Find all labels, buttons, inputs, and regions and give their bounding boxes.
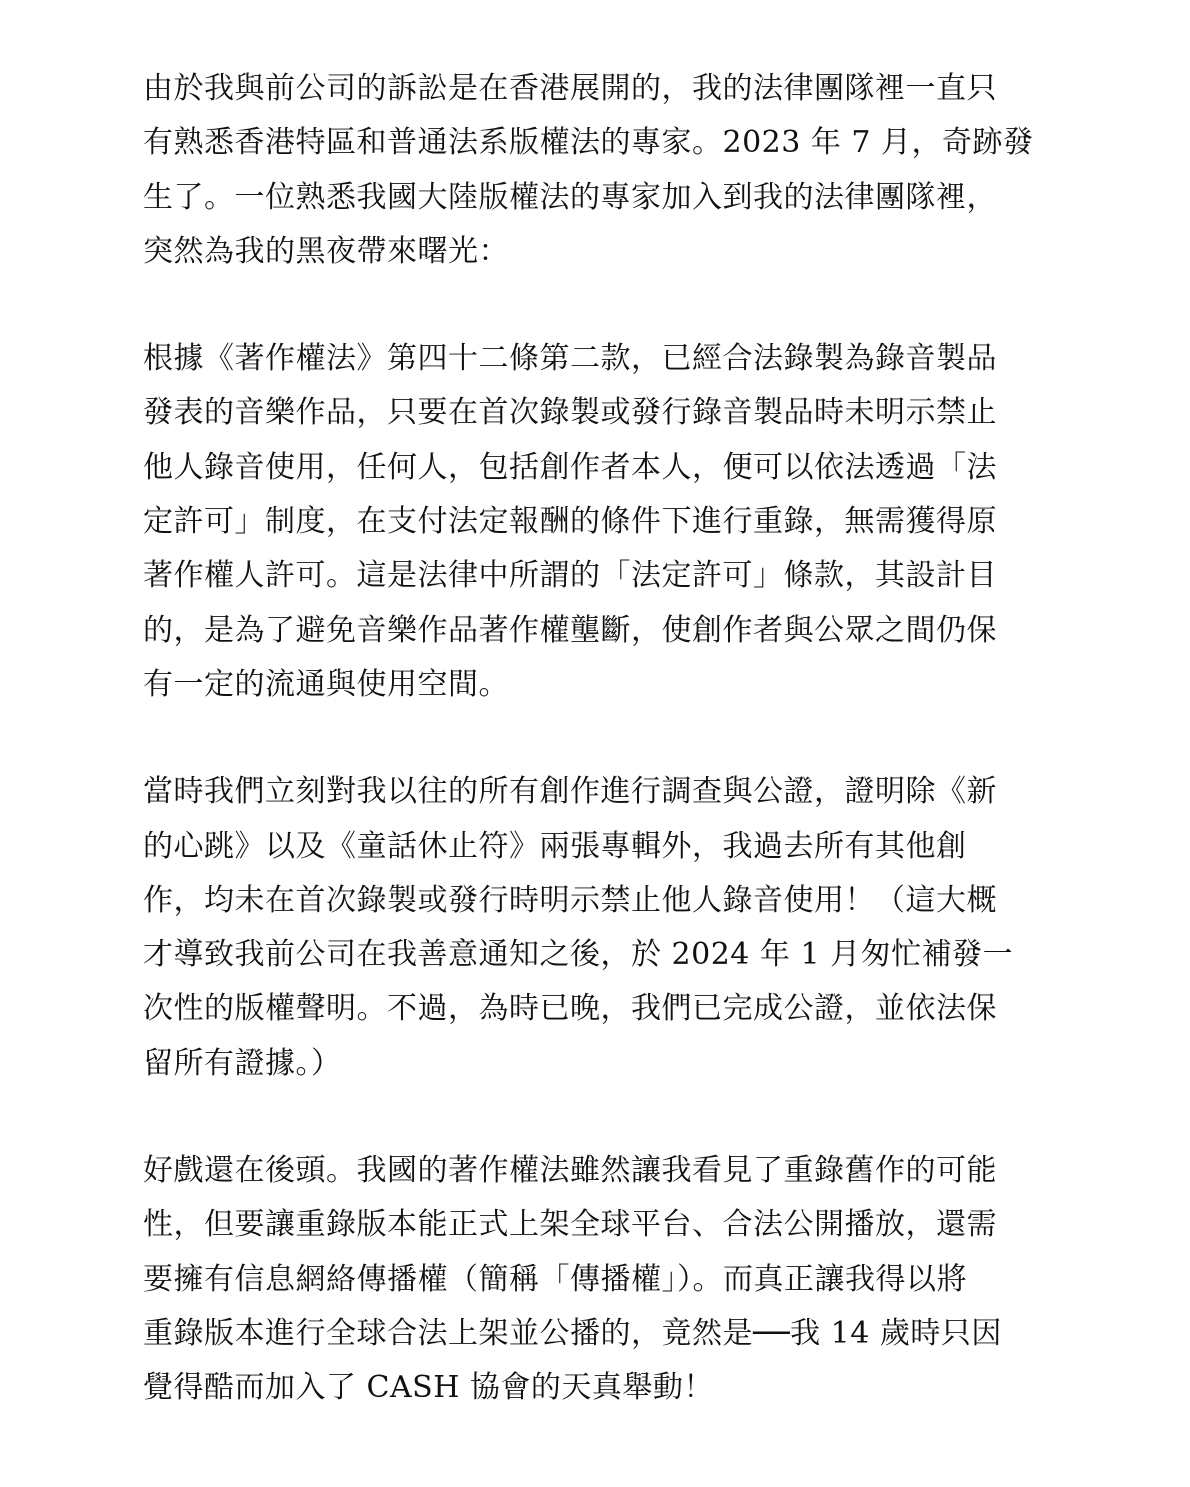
text-line: 突然為我的黑夜帶來曙光： — [143, 233, 509, 269]
paragraph-spacer — [143, 279, 1053, 332]
paragraph-2 — [143, 332, 1053, 712]
text-line: 留所有證據。） — [143, 1045, 342, 1081]
text-line: 的心跳》以及《童話休止符》兩張專輯外，我過去所有其他創 — [143, 828, 967, 864]
paragraph-4 — [143, 1144, 1053, 1415]
text-line: 要擁有信息網絡傳播權（簡稱「傳播權」）。而真正讓我得以將 — [143, 1261, 967, 1297]
text-line: 有一定的流通與使用空間。 — [143, 666, 509, 702]
document-body — [143, 62, 1053, 1416]
text-line: 覺得酷而加入了 CASH 協會的天真舉動！ — [143, 1370, 714, 1406]
text-line: 有熟悉香港特區和普通法系版權法的專家。2023 年 7 月，奇跡發 — [143, 125, 1034, 161]
text-line: 他人錄音使用，任何人，包括創作者本人，便可以依法透過「法 — [143, 449, 997, 485]
text-line: 發表的音樂作品，只要在首次錄製或發行錄音製品時未明示禁止 — [143, 395, 997, 431]
text-line: 好戲還在後頭。我國的著作權法雖然讓我看見了重錄舊作的可能 — [143, 1153, 997, 1189]
paragraph-1 — [143, 62, 1053, 279]
text-line: 著作權人許可。這是法律中所謂的「法定許可」條款，其設計目 — [143, 558, 997, 594]
text-line: 根據《著作權法》第四十二條第二款，已經合法錄製為錄音製品 — [143, 341, 997, 377]
text-line: 當時我們立刻對我以往的所有創作進行調查與公證，證明除《新 — [143, 774, 997, 810]
paragraph-spacer — [143, 712, 1053, 765]
text-line: 性，但要讓重錄版本能正式上架全球平台、合法公開播放，還需 — [143, 1207, 997, 1243]
text-line: 重錄版本進行全球合法上架並公播的，竟然是──我 14 歲時只因 — [143, 1315, 1002, 1351]
text-line: 由於我與前公司的訴訟是在香港展開的，我的法律團隊裡一直只 — [143, 71, 997, 106]
text-line: 作，均未在首次錄製或發行時明示禁止他人錄音使用！（這大概 — [143, 882, 997, 918]
paragraph-3 — [143, 765, 1053, 1091]
text-line: 的，是為了避免音樂作品著作權壟斷，使創作者與公眾之間仍保 — [143, 612, 997, 648]
text-line: 才導致我前公司在我善意通知之後，於 2024 年 1 月匆忙補發一 — [143, 937, 1014, 973]
text-line: 次性的版權聲明。不過，為時已晚，我們已完成公證，並依法保 — [143, 991, 997, 1027]
text-line: 生了。一位熟悉我國大陸版權法的專家加入到我的法律團隊裡， — [143, 179, 997, 215]
paragraph-spacer — [143, 1091, 1053, 1144]
text-line: 定許可」制度，在支付法定報酬的條件下進行重錄，無需獲得原 — [143, 504, 997, 540]
